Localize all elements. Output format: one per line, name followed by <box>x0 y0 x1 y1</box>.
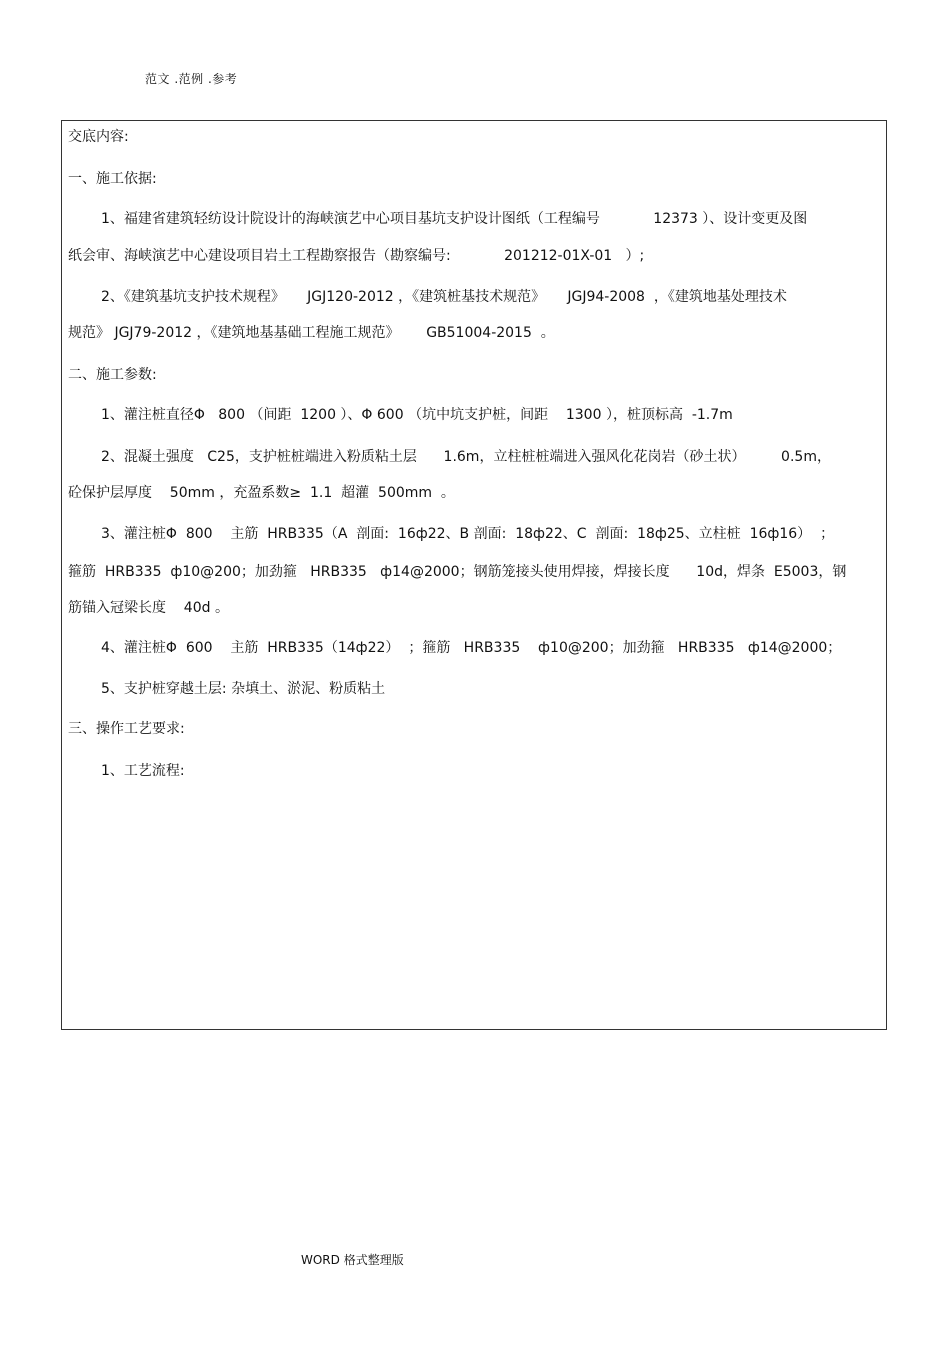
page-footer: WORD 格式整理版 <box>301 1253 404 1267</box>
section1-item2-line1: 2、《建筑基坑支护技术规程》 JGJ120-2012 ，《建筑桩基技术规范》 JGJ94-2008 ，《建筑地基处理技术 <box>101 289 787 305</box>
section2-item5: 5、支护桩穿越土层: 杂填土、淤泥、粉质粘土 <box>101 681 386 697</box>
section3-heading: 三、操作工艺要求: <box>68 721 185 737</box>
section1-item2-line2: 规范》 JGJ79-2012 ，《建筑地基基础工程施工规范》 GB51004-2015 。 <box>68 325 555 341</box>
page-header: 范文 .范例 .参考 <box>145 72 238 86</box>
section2-item1: 1、灌注桩直径Φ 800 （间距 1200 ）、Φ 600 （坑中坑支护桩，间距 1300 ），桩顶标高 -1.7m <box>101 407 733 423</box>
section1-item1-line1: 1、福建省建筑轻纺设计院设计的海峡演艺中心项目基坑支护设计图纸（工程编号 12373 ）、设计变更及图 <box>101 211 808 227</box>
section1-item1-line2: 纸会审、海峡演艺中心建设项目岩土工程勘察报告（勘察编号: 201212-01X-01 ）; <box>68 248 645 264</box>
section2-item3-line3: 筋锚入冠梁长度 40d 。 <box>68 600 229 616</box>
section2-item2-line2: 砼保护层厚度 50mm ，充盈系数≥ 1.1 超灌 500mm 。 <box>68 485 455 501</box>
section2-item2-line1: 2、混凝土强度 C25，支护桩桩端进入粉质粘土层 1.6m，立柱桩桩端进入强风化花岗岩（砂土状） 0.5m， <box>101 449 831 465</box>
section2-heading: 二、施工参数: <box>68 367 157 383</box>
section3-item1: 1、工艺流程: <box>101 763 185 779</box>
section2-item4: 4、灌注桩Φ 600 主筋 HRB335（14ф22） ；箍筋 HRB335 ф10@200；加劲箍 HRB335 ф14@2000； <box>101 640 842 656</box>
content-title: 交底内容: <box>68 129 129 145</box>
section2-item3-line1: 3、灌注桩Φ 800 主筋 HRB335（A 剖面: 16ф22、B 剖面: 18ф22、C 剖面: 18ф25、立柱桩 16ф16） ； <box>101 526 835 542</box>
section1-heading: 一、施工依据: <box>68 171 157 187</box>
section2-item3-line2: 箍筋 HRB335 ф10@200；加劲箍 HRB335 ф14@2000；钢筋笼接头使用焊接，焊接长度 10d，焊条 E5003，钢 <box>68 564 847 580</box>
